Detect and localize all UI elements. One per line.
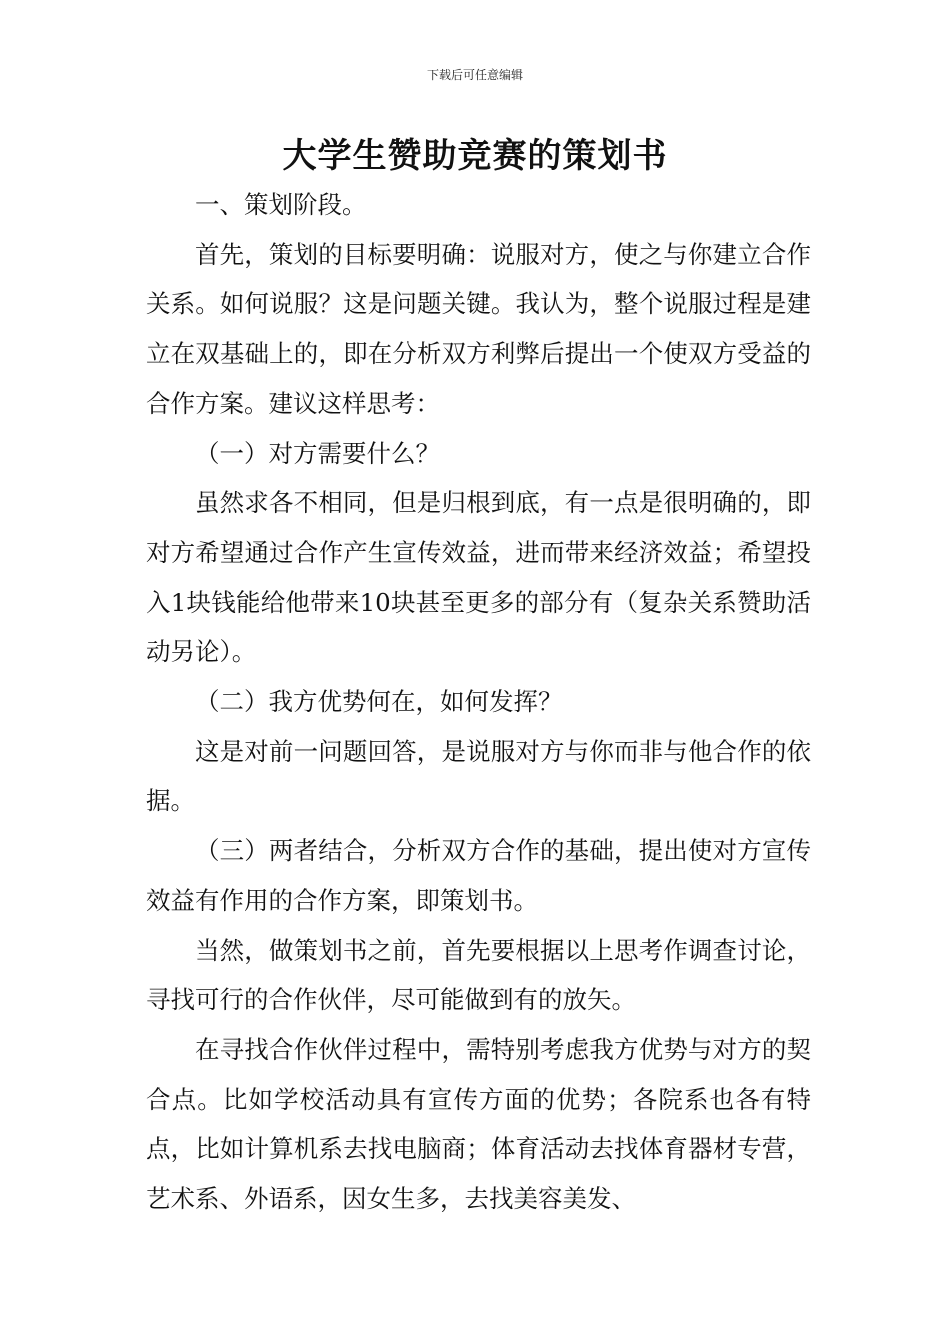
paragraph-combination: （三）两者结合，分析双方合作的基础，提出使对方宣传效益有作用的合作方案，即策划书。	[146, 836, 811, 915]
paragraph-partner-needs: 虽然求各不相同，但是归根到底，有一点是很明确的，即对方希望通过合作产生宣传效益，进而带来经济效益；希望投入1块钱能给他带来10块甚至更多的部分有（复杂关系赞助活动另论）。	[146, 488, 811, 667]
section-heading-planning: 一、策划阶段。	[195, 190, 367, 219]
paragraph-goal: 首先，策划的目标要明确：说服对方，使之与你建立合作关系。如何说服？这是问题关键。我认为，整个说服过程是建立在双基础上的，即在分析双方利弊后提出一个使双方受益的合作方案。建议这样思考：	[146, 239, 811, 418]
document-body	[146, 180, 811, 1224]
paragraph-our-advantages: 这是对前一问题回答，是说服对方与你而非与他合作的依据。	[146, 736, 811, 816]
subheading-partner-needs: （一）对方需要什么？	[195, 438, 440, 468]
header-note: 下载后可任意编辑	[426, 68, 523, 82]
document-title: 大学生赞助竞赛的策划书	[282, 136, 668, 176]
subheading-our-advantages: （二）我方优势何在，如何发挥？	[195, 687, 563, 717]
paragraph-research: 当然，做策划书之前，首先要根据以上思考作调查讨论，寻找可行的合作伙伴，尽可能做到有的放矢。	[146, 935, 811, 1015]
paragraph-finding-partners: 在寻找合作伙伴过程中，需特别考虑我方优势与对方的契合点。比如学校活动具有宣传方面的优势；各院系也各有特点，比如计算机系去找电脑商；体育活动去找体育器材专营，艺术系、外语系，因女生多，去找美容美发、	[146, 1034, 811, 1214]
